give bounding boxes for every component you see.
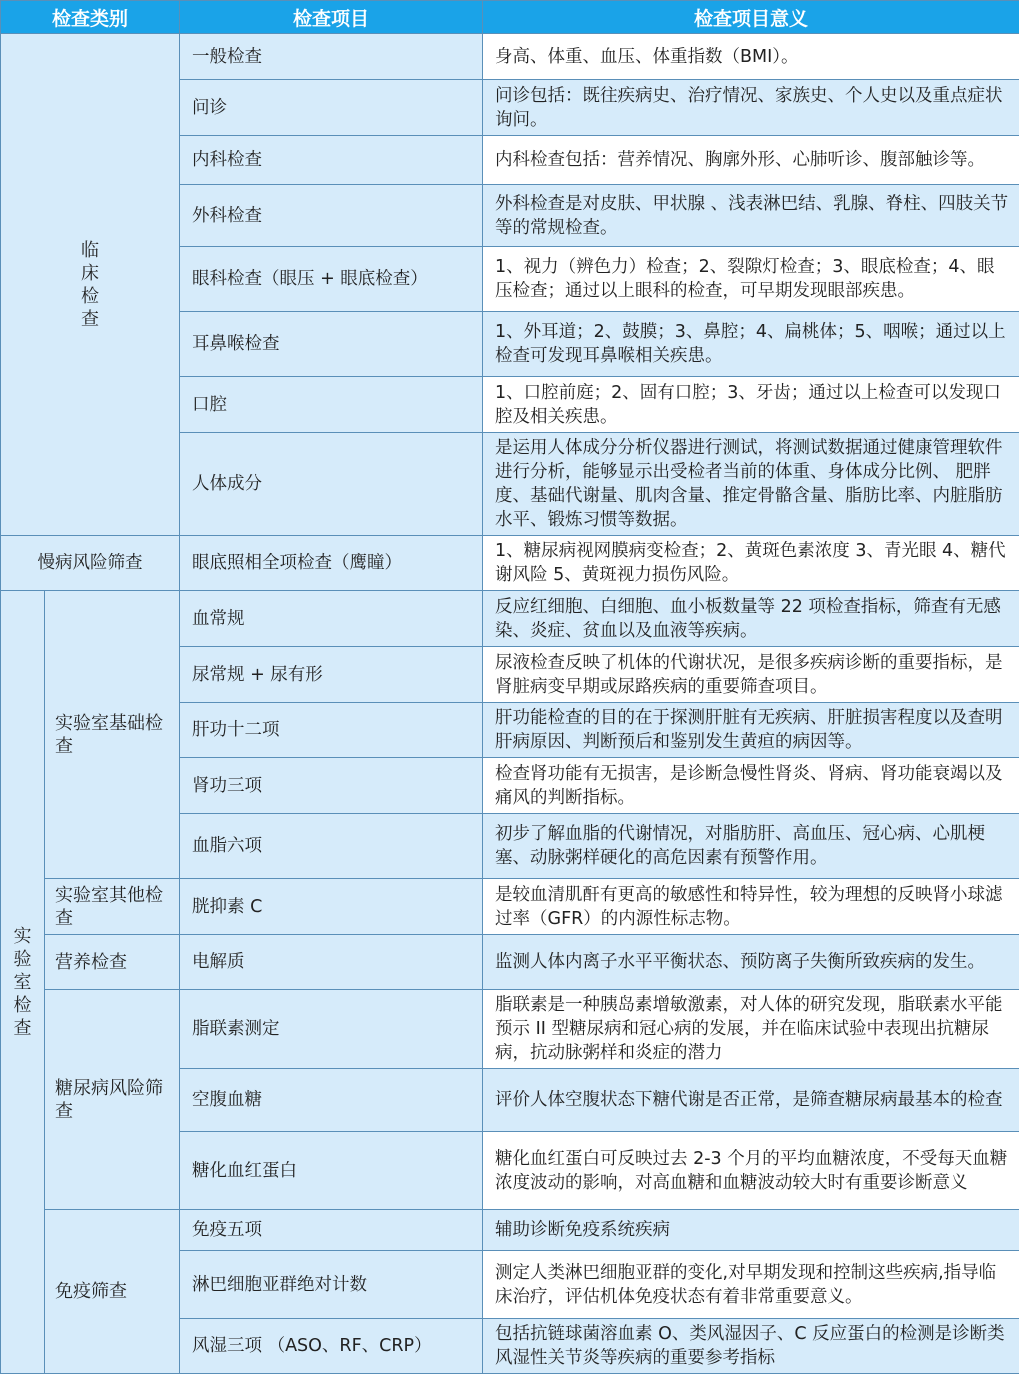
subcategory-diabetes: 糖尿病风险筛查 (45, 990, 180, 1210)
meaning-cell: 辅助诊断免疫系统疾病 (483, 1210, 1019, 1251)
category-chronic: 慢病风险筛查 (1, 536, 180, 591)
subcategory-lab-other: 实验室其他检查 (45, 879, 180, 935)
meaning-cell: 1、视力（辨色力）检查；2、裂隙灯检查；3、眼底检查；4、眼压检查；通过以上眼科的检查，可早期发现眼部疾患。 (483, 247, 1019, 312)
table-row (1, 935, 1019, 990)
item-cell: 空腹血糖 (180, 1069, 483, 1132)
table-row (1, 536, 1019, 591)
meaning-cell: 初步了解血脂的代谢情况，对脂肪肝、高血压、冠心病、心肌梗塞、动脉粥样硬化的高危因素有预警作用。 (483, 814, 1019, 879)
meaning-cell: 脂联素是一种胰岛素增敏激素，对人体的研究发现，脂联素水平能预示 II 型糖尿病和冠心病的发展，并在临床试验中表现出抗糖尿病，抗动脉粥样和炎症的潜力 (483, 990, 1019, 1069)
item-cell: 淋巴细胞亚群绝对计数 (180, 1251, 483, 1319)
meaning-cell: 监测人体内离子水平平衡状态、预防离子失衡所致疾病的发生。 (483, 935, 1019, 990)
header-meaning: 检查项目意义 (483, 1, 1019, 34)
item-cell: 耳鼻喉检查 (180, 312, 483, 377)
item-cell: 口腔 (180, 377, 483, 433)
meaning-cell: 外科检查是对皮肤、甲状腺 、浅表淋巴结、乳腺、脊柱、四肢关节等的常规检查。 (483, 185, 1019, 247)
item-cell: 肾功三项 (180, 758, 483, 814)
item-cell: 胱抑素 C (180, 879, 483, 935)
item-cell: 糖化血红蛋白 (180, 1132, 483, 1210)
meaning-cell: 肝功能检查的目的在于探测肝脏有无疾病、肝脏损害程度以及查明肝病原因、判断预后和鉴别发生黄疸的病因等。 (483, 703, 1019, 758)
item-cell: 脂联素测定 (180, 990, 483, 1069)
item-cell: 尿常规 + 尿有形 (180, 647, 483, 703)
meaning-cell: 糖化血红蛋白可反映过去 2-3 个月的平均血糖浓度，不受每天血糖浓度波动的影响，对高血糖和血糖波动较大时有重要诊断意义 (483, 1132, 1019, 1210)
meaning-cell: 1、糖尿病视网膜病变检查；2、黄斑色素浓度 3、青光眼 4、糖代谢风险 5、黄斑视力损伤风险。 (483, 536, 1019, 591)
meaning-cell: 是较血清肌酐有更高的敏感性和特异性，较为理想的反映肾小球滤过率（GFR）的内源性标志物。 (483, 879, 1019, 935)
item-cell: 外科检查 (180, 185, 483, 247)
item-cell: 内科检查 (180, 136, 483, 185)
meaning-cell: 包括抗链球菌溶血素 O、类风湿因子、C 反应蛋白的检测是诊断类风湿性关节炎等疾病的重要参考指标 (483, 1319, 1019, 1374)
item-cell: 电解质 (180, 935, 483, 990)
header-category: 检查类别 (1, 1, 180, 34)
table-row (1, 1210, 1019, 1251)
category-clinical: 临床检查 (1, 34, 180, 536)
item-cell: 风湿三项 （ASO、RF、CRP） (180, 1319, 483, 1374)
category-lab: 实验室检查 (1, 591, 45, 1374)
meaning-cell: 身高、体重、血压、体重指数（BMI）。 (483, 34, 1019, 80)
meaning-cell: 内科检查包括：营养情况、胸廓外形、心肺听诊、腹部触诊等。 (483, 136, 1019, 185)
meaning-cell: 是运用人体成分分析仪器进行测试，将测试数据通过健康管理软件进行分析，能够显示出受检者当前的体重、身体成分比例、 肥胖度、基础代谢量、肌肉含量、推定骨骼含量、脂肪比率、内脏脂肪 水平、锻炼习惯等数据。 (483, 433, 1019, 536)
item-cell: 眼科检查（眼压 + 眼底检查） (180, 247, 483, 312)
table-row (1, 34, 1019, 80)
header-row (1, 1, 1019, 34)
item-cell: 肝功十二项 (180, 703, 483, 758)
meaning-cell: 尿液检查反映了机体的代谢状况，是很多疾病诊断的重要指标，是肾脏病变早期或尿路疾病的重要筛查项目。 (483, 647, 1019, 703)
table-row (1, 591, 1019, 647)
meaning-cell: 问诊包括：既往疾病史、治疗情况、家族史、个人史以及重点症状询问。 (483, 80, 1019, 136)
item-cell: 人体成分 (180, 433, 483, 536)
table-row (1, 879, 1019, 935)
table-row (1, 990, 1019, 1069)
header-item: 检查项目 (180, 1, 483, 34)
item-cell: 血常规 (180, 591, 483, 647)
item-cell: 免疫五项 (180, 1210, 483, 1251)
meaning-cell: 1、外耳道；2、鼓膜；3、鼻腔；4、扁桃体；5、咽喉；通过以上检查可发现耳鼻喉相关疾患。 (483, 312, 1019, 377)
item-cell: 一般检查 (180, 34, 483, 80)
meaning-cell: 评价人体空腹状态下糖代谢是否正常，是筛查糖尿病最基本的检查 (483, 1069, 1019, 1132)
subcategory-lab-basic: 实验室基础检查 (45, 591, 180, 879)
meaning-cell: 测定人类淋巴细胞亚群的变化,对早期发现和控制这些疾病,指导临床治疗，评估机体免疫状态有着非常重要意义。 (483, 1251, 1019, 1319)
item-cell: 问诊 (180, 80, 483, 136)
subcategory-nutrition: 营养检查 (45, 935, 180, 990)
subcategory-immune: 免疫筛查 (45, 1210, 180, 1374)
meaning-cell: 1、口腔前庭；2、固有口腔；3、牙齿；通过以上检查可以发现口腔及相关疾患。 (483, 377, 1019, 433)
meaning-cell: 检查肾功能有无损害，是诊断急慢性肾炎、肾病、肾功能衰竭以及痛风的判断指标。 (483, 758, 1019, 814)
item-cell: 血脂六项 (180, 814, 483, 879)
meaning-cell: 反应红细胞、白细胞、血小板数量等 22 项检查指标，筛查有无感染、炎症、贫血以及血液等疾病。 (483, 591, 1019, 647)
item-cell: 眼底照相全项检查（鹰瞳） (180, 536, 483, 591)
